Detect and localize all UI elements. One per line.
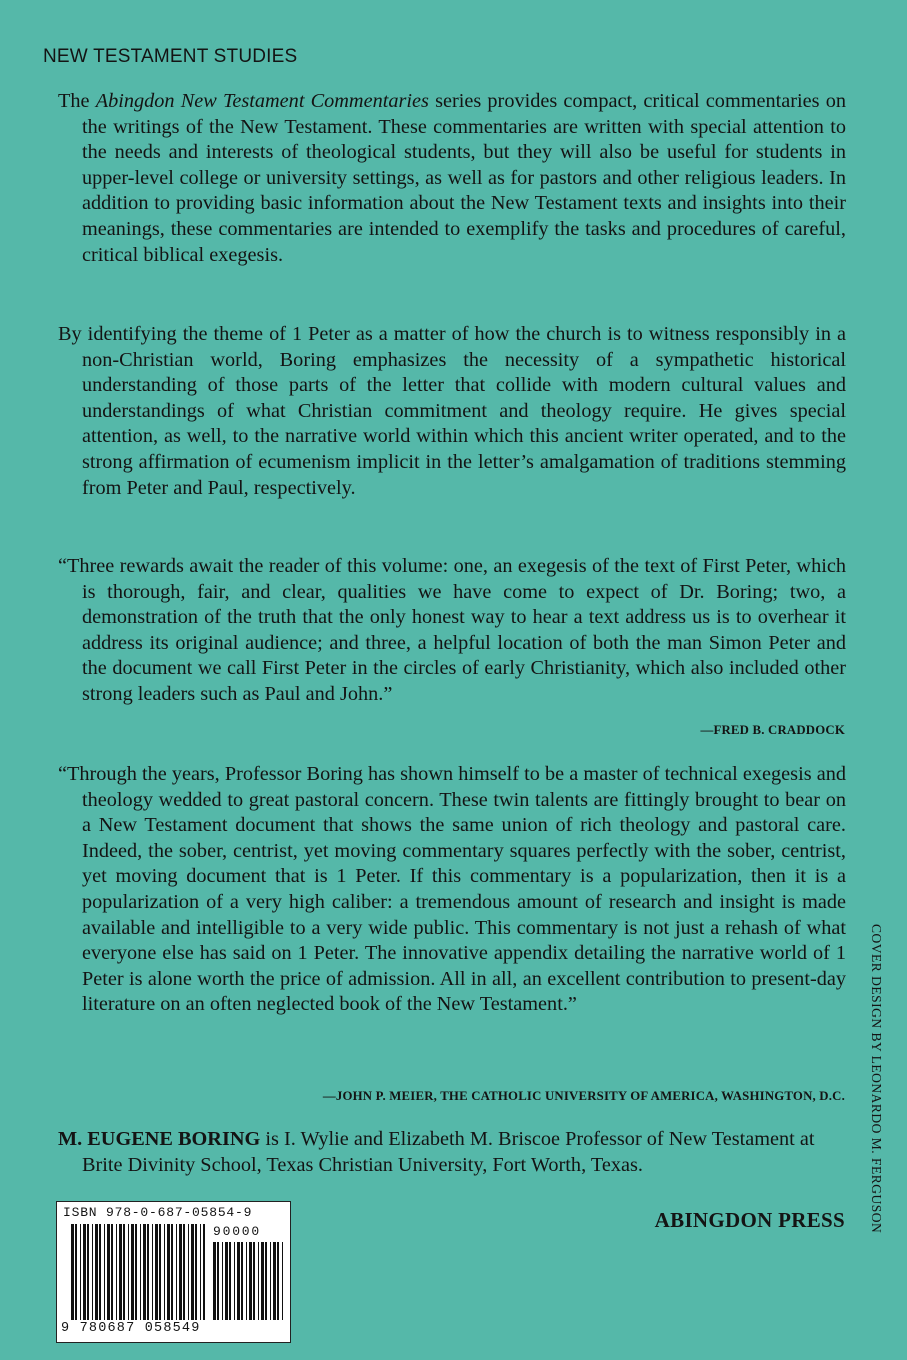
endorsement-attribution-1: —FRED B. CRADDOCK <box>700 723 845 737</box>
intro-paragraph <box>58 89 846 268</box>
description-paragraph: By identifying the theme of 1 Peter as a matter of how the church is to witness responsibly in a non-Christian world, Boring emphasizes the necessity of a sympathetic historical understanding of those parts of the letter that collide with modern cultural values and understandings of what Christian commitment and theology require. He gives special attention, as well, to the narrative world within which this ancient writer operated, and to the strong affirmation of ecumenism implicit in the letter’s amalgamation of traditions stemming from Peter and Paul, respectively. <box>58 323 846 499</box>
barcode-digits: 9 780687 058549 <box>61 1321 201 1336</box>
endorsement-attribution-2: —JOHN P. MEIER, THE CATHOLIC UNIVERSITY OF AMERICA, WASHINGTON, D.C. <box>322 1089 845 1103</box>
cover-design-credit: COVER DESIGN BY LEONARDO M. FERGUSON <box>869 924 884 1234</box>
author-bio-text: is I. Wylie and Elizabeth M. Briscoe Professor of New Testament at Brite Divinity School, Texas Christian University, Fort Worth, Texas. <box>82 1128 815 1176</box>
intro-text-after: series provides compact, critical commentaries on the writings of the New Testament. These commentaries are written with special attention to the needs and interests of theological students, but they will also be useful for students in upper-level college or university settings, as well as for pastors and other religious leaders. In addition to providing basic information about the New Testament texts and insights into their meanings, these commentaries are intended to exemplify the tasks and procedures of careful, critical biblical exegesis. <box>82 90 847 266</box>
series-name: Abingdon New Testament Commentaries <box>95 90 429 112</box>
series-title: NEW TESTAMENT STUDIES <box>43 46 298 67</box>
addon-bars <box>213 1242 283 1320</box>
barcode <box>56 1201 291 1343</box>
endorsement-quote-1: “Three rewards await the reader of this volume: one, an exegesis of the text of First Peter, which is thorough, fair, and clear, qualities we have come to expect of Dr. Boring; two, a demonstration of the truth that the only honest way to hear a text address us is to overhear it address its original audience; and three, a helpful location of both the man Simon Peter and the document we call First Peter in the circles of early Christianity, which also included other strong leaders such as Paul and John.” <box>58 555 846 705</box>
author-name: M. EUGENE BORING <box>58 1128 261 1150</box>
price-addon-number: 90000 <box>213 1224 262 1239</box>
isbn-label: ISBN 978-0-687-05854-9 <box>63 1205 253 1220</box>
author-bio <box>58 1127 846 1178</box>
endorsement-quote-2: “Through the years, Professor Boring has shown himself to be a master of technical exegesis and theology wedded to great pastoral concern. These twin talents are fittingly brought to bear on a New Testament document that shows the same union of rich theology and pastoral care. Indeed, the sober, centrist, yet moving commentary squares perfectly with the sober, centrist, yet moving document that is 1 Peter. If this commentary is a popularization, then it is a popularization of a very high caliber: a tremendous amount of research and insight is made available and intelligible to a very wide public. This commentary is not just a rehash of what everyone else has said on 1 Peter. The innovative appendix detailing the narrative world of 1 Peter is alone worth the price of admission. All in all, an excellent contribution to present-day literature on an often neglected book of the New Testament.” <box>58 763 846 1016</box>
ean-bars <box>71 1224 205 1320</box>
publisher-name: ABINGDON PRESS <box>654 1208 845 1232</box>
intro-text-before: The <box>58 90 96 112</box>
